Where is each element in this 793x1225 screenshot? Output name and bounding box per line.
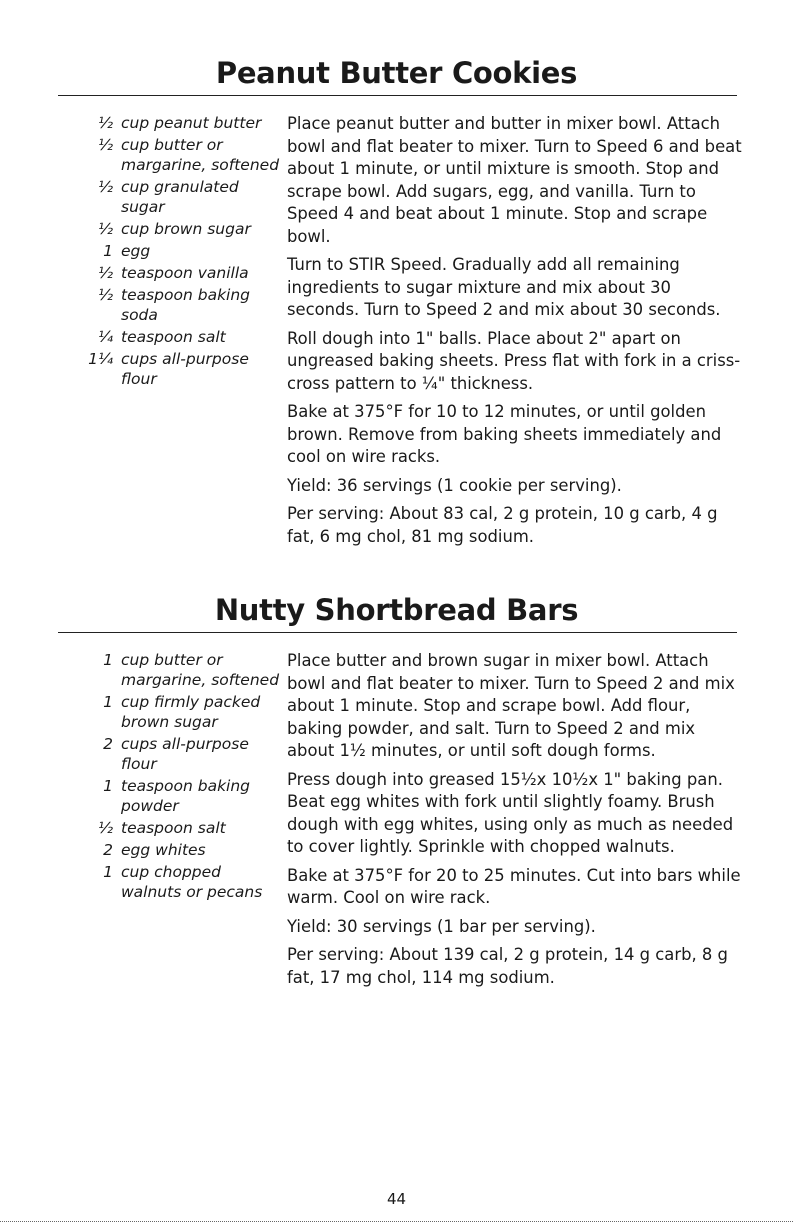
- ingredient-description: egg: [121, 242, 151, 260]
- ingredient-description: cup butter or margarine, softened: [121, 651, 280, 689]
- ingredient-description: teaspoon salt: [121, 328, 226, 346]
- ingredient-item: [0, 349, 280, 389]
- ingredient-quantity: 1: [103, 777, 113, 795]
- recipe-nutty-shortbread-bars: [0, 592, 793, 987]
- ingredient-description: teaspoon baking powder: [121, 777, 251, 815]
- method-paragraph: Bake at 375°F for 20 to 25 minutes. Cut into bars while warm. Cool on wire rack.: [287, 865, 741, 907]
- ingredient-item: [0, 776, 280, 816]
- ingredient-quantity: ¼: [97, 328, 113, 346]
- ingredient-item: [0, 219, 280, 239]
- recipe-title: Peanut Butter Cookies: [215, 56, 578, 90]
- ingredient-quantity: 1: [103, 242, 113, 260]
- method-paragraph: Place peanut butter and butter in mixer bowl. Attach bowl and flat beater to mixer. Turn to Speed 6 and beat about 1 minute, or until mixture is smooth. Stop and scrape bowl. Add sugars, egg, and vanilla. Turn to Speed 4 and beat about 1 minute. Stop and scrape bowl.: [287, 114, 742, 246]
- method-paragraph: Yield: 36 servings (1 cookie per serving).: [287, 475, 622, 495]
- method-paragraph: Press dough into greased 15½x 10½x 1" baking pan. Beat egg whites with fork until slightly foamy. Brush dough with egg whites, using only as much as needed to cover lightly. Sprinkle with chopped walnuts.: [287, 769, 734, 856]
- method-paragraph: Turn to STIR Speed. Gradually add all remaining ingredients to sugar mixture and mix about 30 seconds. Turn to Speed 2 and mix about 30 seconds.: [287, 255, 721, 319]
- ingredient-description: teaspoon salt: [121, 819, 226, 837]
- ingredient-item: [0, 862, 280, 902]
- ingredient-quantity: 2: [103, 841, 113, 859]
- ingredient-description: teaspoon vanilla: [121, 264, 249, 282]
- ingredient-description: cup firmly packed brown sugar: [121, 693, 261, 731]
- ingredient-quantity: ½: [97, 264, 113, 282]
- ingredient-item: [0, 177, 280, 217]
- ingredient-quantity: 2: [103, 735, 113, 753]
- ingredient-list: [0, 113, 280, 391]
- ingredient-item: [0, 241, 280, 261]
- method-paragraph: Yield: 30 servings (1 bar per serving).: [287, 916, 596, 936]
- ingredient-description: cup chopped walnuts or pecans: [121, 863, 263, 901]
- ingredient-item: [0, 135, 280, 175]
- ingredient-description: cup butter or margarine, softened: [121, 136, 280, 174]
- method-paragraph: Per serving: About 83 cal, 2 g protein, 10 g carb, 4 g fat, 6 mg chol, 81 mg sodium.: [287, 504, 718, 546]
- page-bottom-rule: [0, 1221, 793, 1222]
- ingredient-description: egg whites: [121, 841, 206, 859]
- ingredient-item: [0, 818, 280, 838]
- ingredient-description: cup peanut butter: [121, 114, 262, 132]
- ingredient-list: [0, 650, 280, 904]
- title-rule: [58, 95, 737, 96]
- ingredient-quantity: 1: [103, 863, 113, 881]
- ingredient-item: [0, 113, 280, 133]
- ingredient-description: cup brown sugar: [121, 220, 251, 238]
- recipe-peanut-butter-cookies: [0, 55, 793, 546]
- ingredient-item: [0, 327, 280, 347]
- ingredient-quantity: ½: [97, 819, 113, 837]
- ingredient-quantity: ½: [97, 136, 113, 154]
- ingredient-quantity: ½: [97, 178, 113, 196]
- ingredient-quantity: 1: [103, 651, 113, 669]
- method-paragraph: Per serving: About 139 cal, 2 g protein, 14 g carb, 8 g fat, 17 mg chol, 114 mg sodium.: [287, 945, 728, 987]
- ingredient-description: teaspoon baking soda: [121, 286, 251, 324]
- ingredient-item: [0, 285, 280, 325]
- method-paragraph: Place butter and brown sugar in mixer bowl. Attach bowl and flat beater to mixer. Turn to Speed 2 and mix about 1 minute. Stop and scrape bowl. Add flour, baking powder, and salt. Turn to Speed 2 and mix about 1½ minutes, or until soft dough forms.: [287, 651, 735, 760]
- ingredient-item: [0, 650, 280, 690]
- ingredient-quantity: ½: [97, 220, 113, 238]
- method-text: [287, 650, 742, 995]
- ingredient-quantity: 1¼: [88, 350, 113, 368]
- title-rule: [58, 632, 737, 633]
- ingredient-quantity: ½: [97, 286, 113, 304]
- ingredient-item: [0, 734, 280, 774]
- page-number: 44: [386, 1190, 407, 1208]
- ingredient-quantity: 1: [103, 693, 113, 711]
- method-text: [287, 113, 742, 554]
- ingredient-item: [0, 840, 280, 860]
- ingredient-description: cup granulated sugar: [121, 178, 239, 216]
- ingredient-item: [0, 263, 280, 283]
- recipe-title: Nutty Shortbread Bars: [214, 593, 579, 627]
- ingredient-item: [0, 692, 280, 732]
- ingredient-description: cups all-purpose flour: [121, 350, 249, 388]
- ingredient-description: cups all-purpose flour: [121, 735, 249, 773]
- ingredient-quantity: ½: [97, 114, 113, 132]
- method-paragraph: Bake at 375°F for 10 to 12 minutes, or until golden brown. Remove from baking sheets immediately and cool on wire racks.: [287, 402, 722, 466]
- method-paragraph: Roll dough into 1" balls. Place about 2" apart on ungreased baking sheets. Press flat with fork in a criss-cross pattern to ¼" thickness.: [287, 328, 741, 393]
